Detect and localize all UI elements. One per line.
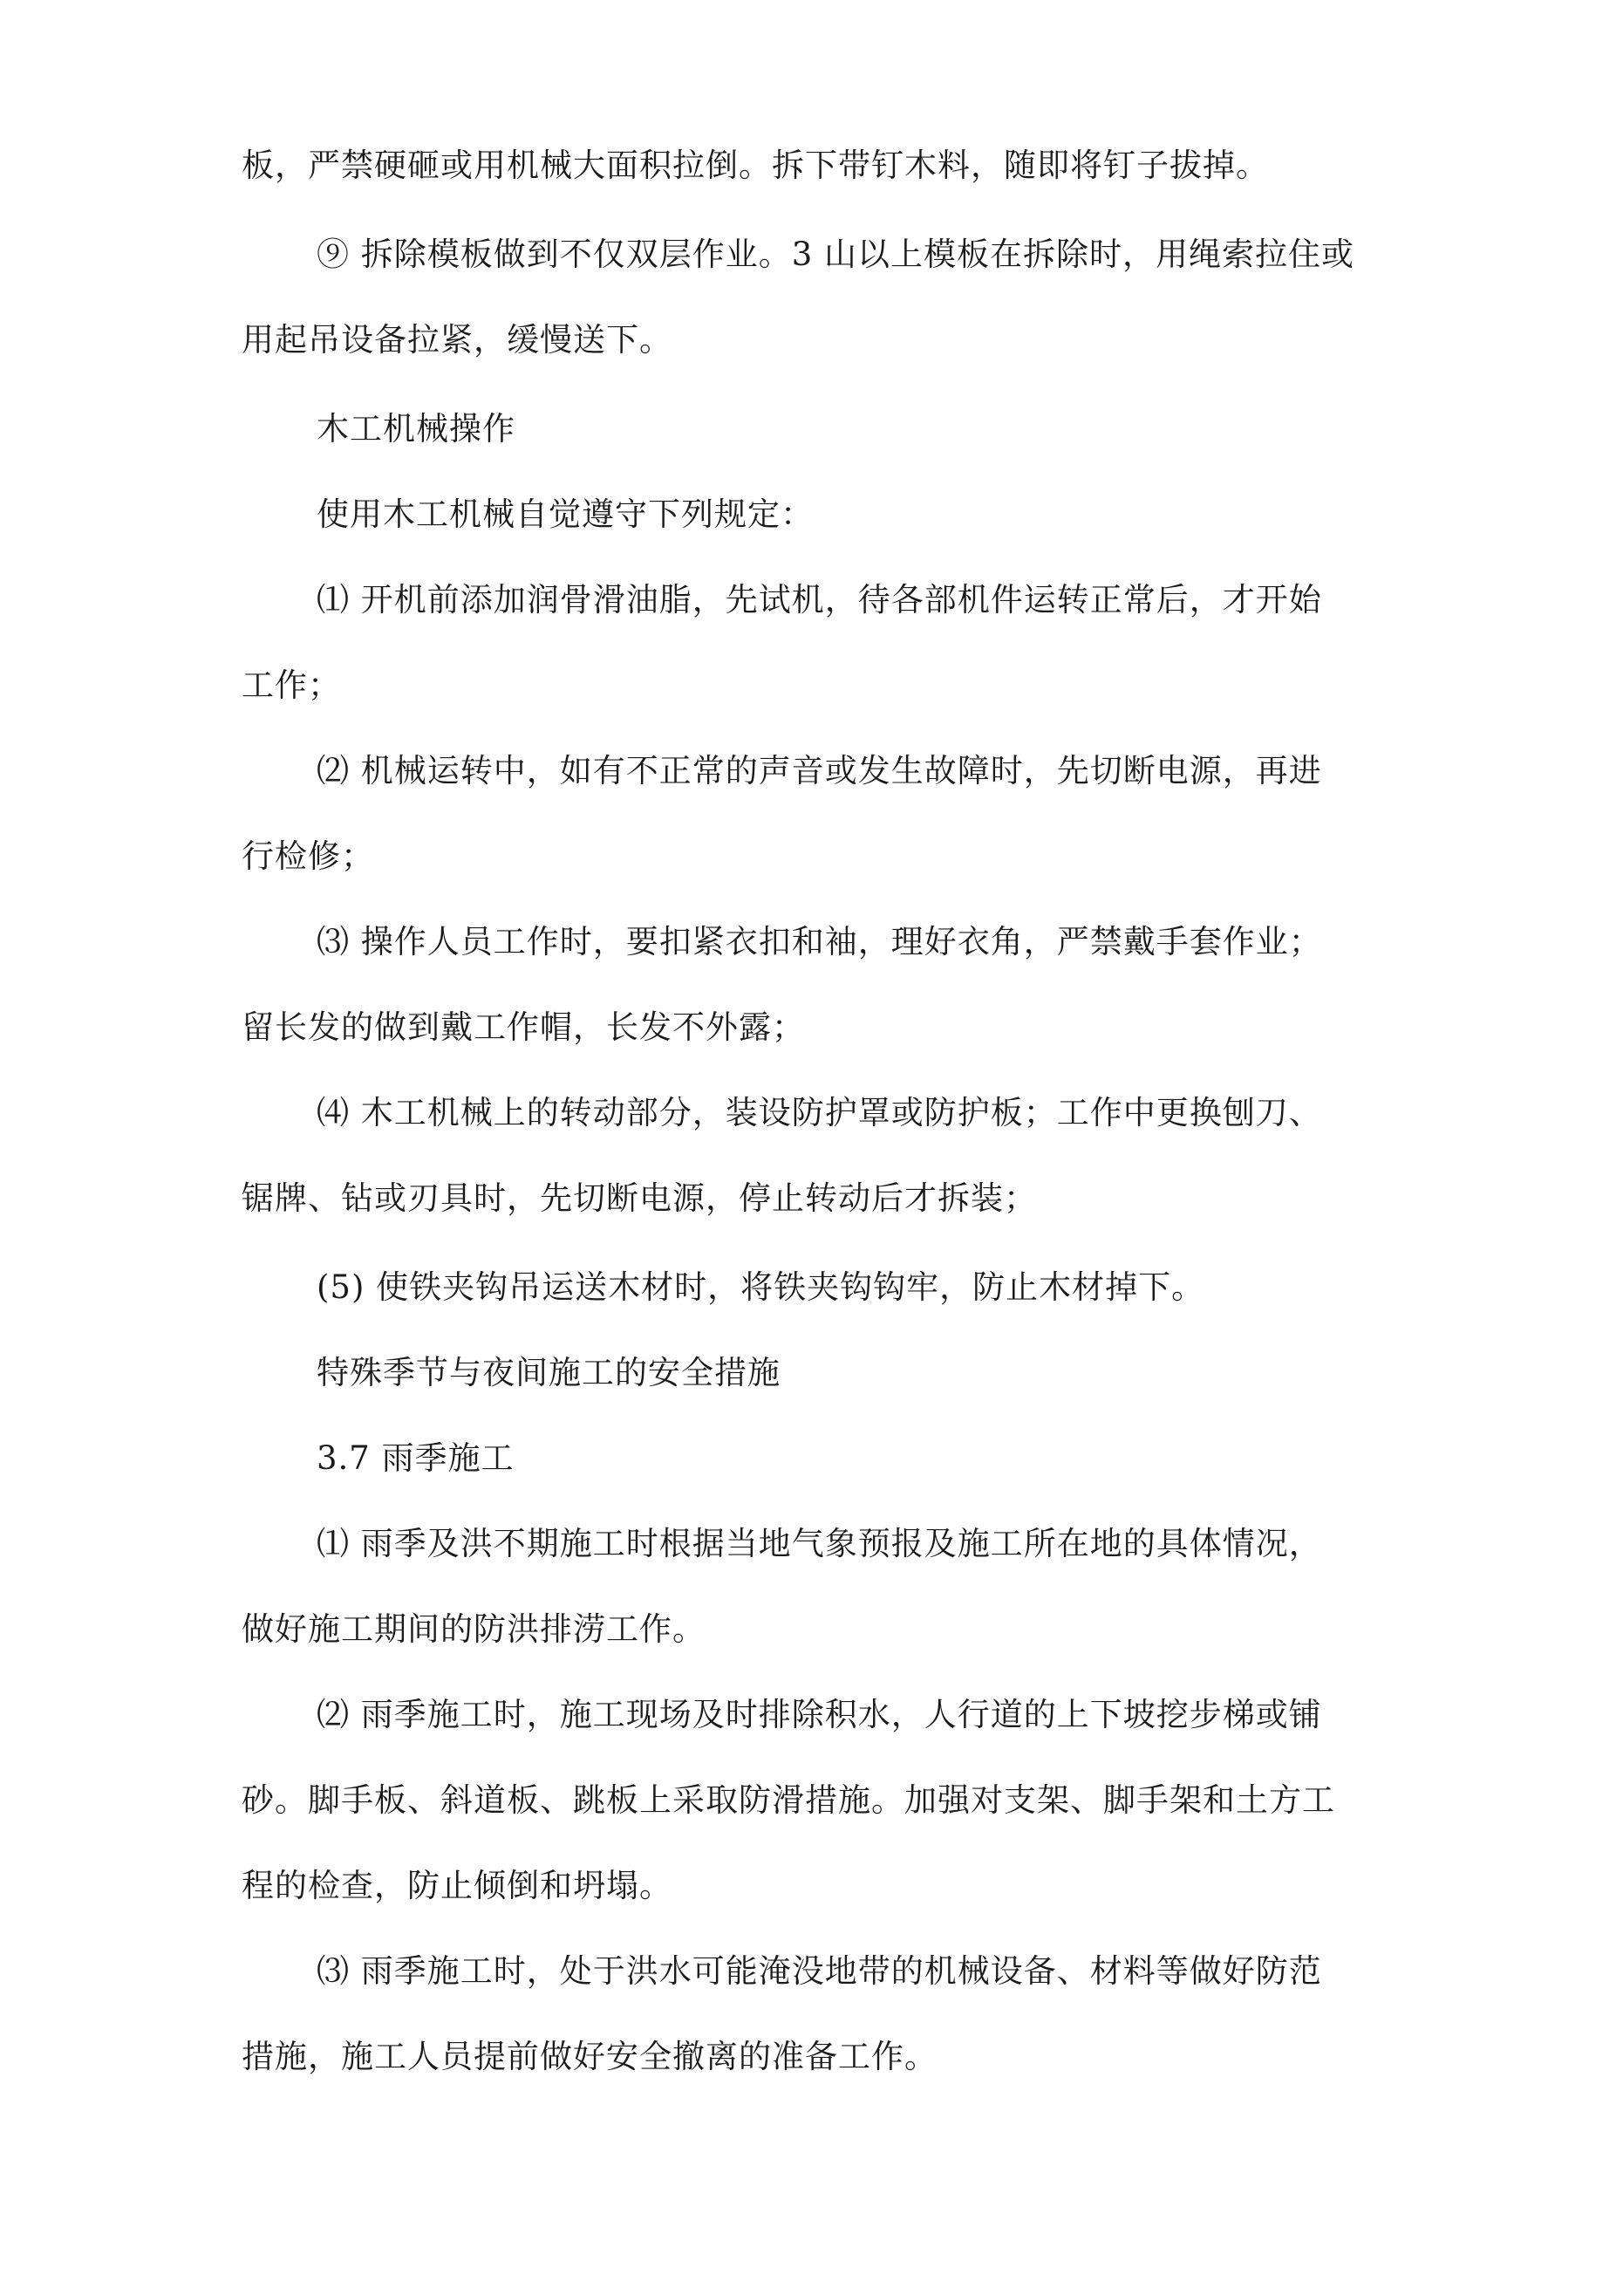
text-line: ⑶ 操作人员工作时，要扣紧衣扣和袖，理好衣角，严禁戴手套作业； bbox=[317, 923, 1322, 960]
text-line: ⑨ 拆除模板做到不仅双层作业。3 山以上模板在拆除时，用绳索拉住或 bbox=[317, 236, 1355, 273]
text-line: 做好施工期间的防洪排涝工作。 bbox=[242, 1610, 706, 1648]
text-line: 锯牌、钻或刃具时，先切断电源，停止转动后才拆装； bbox=[242, 1179, 1037, 1217]
text-line: ⑴ 开机前添加润骨滑油脂，先试机，待各部机件运转正常后，才开始 bbox=[317, 581, 1322, 618]
text-line: ⑴ 雨季及洪不期施工时根据当地气象预报及施工所在地的具体情况， bbox=[317, 1525, 1322, 1562]
text-line: ⑵ 机械运转中，如有不正常的声音或发生故障时，先切断电源，再进 bbox=[317, 752, 1322, 789]
text-line: 程的检查，防止倾倒和坍塌。 bbox=[242, 1867, 672, 1904]
text-line: 措施，施工人员提前做好安全撤离的准备工作。 bbox=[242, 2038, 938, 2075]
text-line: 工作； bbox=[242, 666, 341, 704]
section-heading: 木工机械操作 bbox=[317, 410, 515, 448]
text-line: 使用木工机械自觉遵守下列规定： bbox=[317, 495, 814, 533]
text-line: 用起吊设备拉紧，缓慢送下。 bbox=[242, 321, 672, 359]
section-heading: 3.7 雨季施工 bbox=[317, 1439, 515, 1477]
text-line: 板，严禁硬砸或用机械大面积拉倒。拆下带钉木料，随即将钉子拔掉。 bbox=[242, 147, 1269, 184]
text-line: (5) 使铁夹钩吊运送木材时，将铁夹钩钩牢，防止木材掉下。 bbox=[317, 1268, 1205, 1306]
text-line: ⑵ 雨季施工时，施工现场及时排除积水，人行道的上下坡挖步梯或铺 bbox=[317, 1696, 1322, 1733]
section-heading: 特殊季节与夜间施工的安全措施 bbox=[317, 1354, 781, 1391]
text-line: ⑶ 雨季施工时，处于洪水可能淹没地带的机械设备、材料等做好防范 bbox=[317, 1952, 1322, 1990]
text-line: 砂。脚手板、斜道板、跳板上采取防滑措施。加强对支架、脚手架和土方工 bbox=[242, 1781, 1335, 1819]
text-line: ⑷ 木工机械上的转动部分，装设防护罩或防护板；工作中更换刨刀、 bbox=[317, 1094, 1322, 1131]
text-line: 留长发的做到戴工作帽，长发不外露； bbox=[242, 1008, 805, 1046]
text-line: 行检修； bbox=[242, 837, 374, 875]
